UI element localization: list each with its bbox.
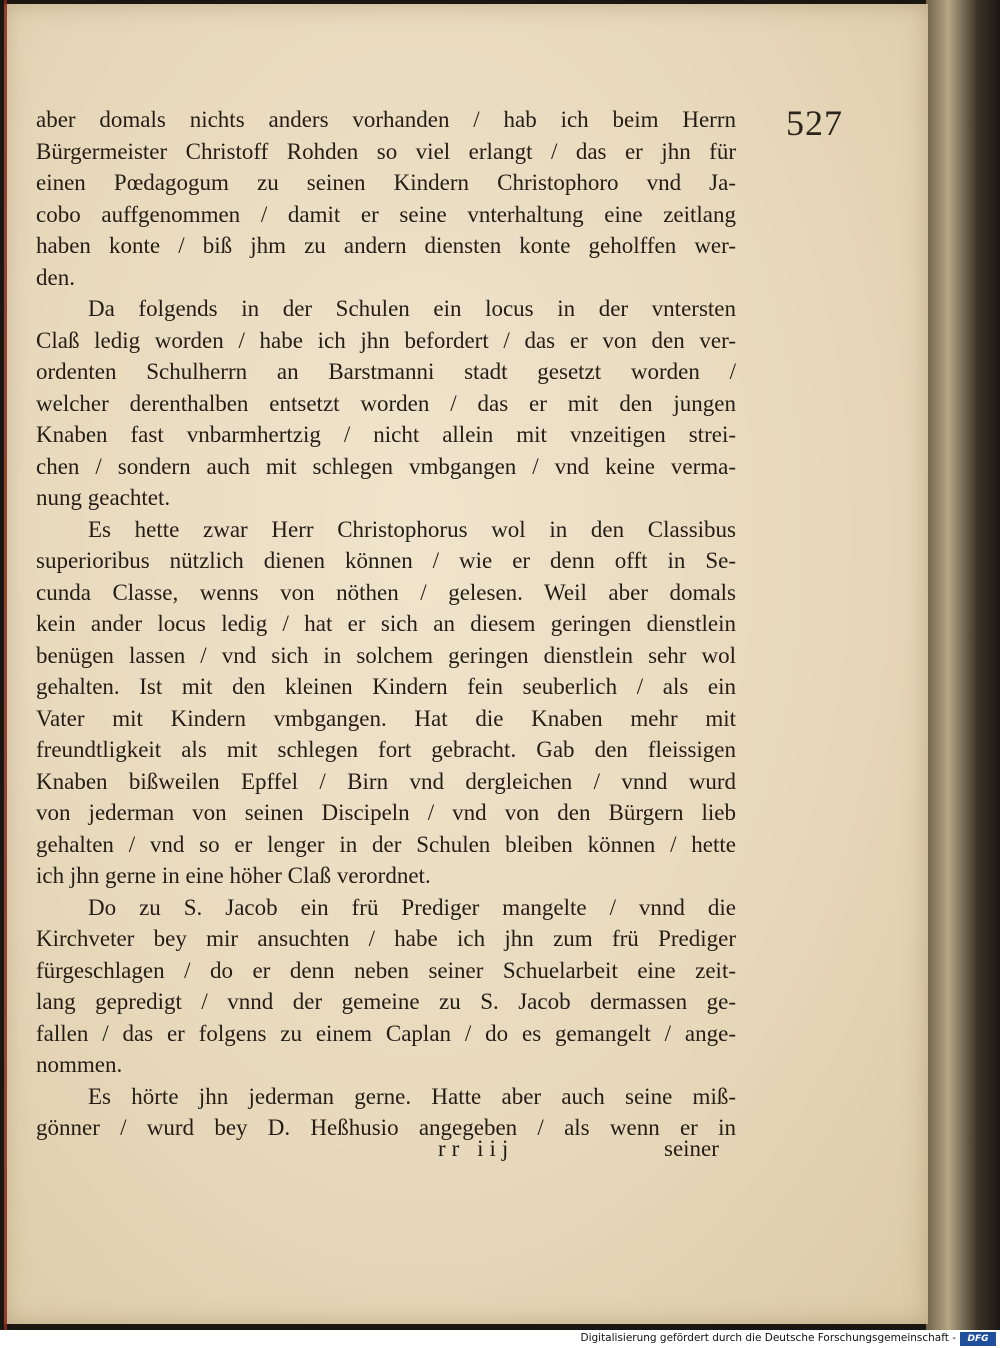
paragraph-start-line: Es hörte jhn jederman gerne. Hatte aber auch seine miß- [88, 1083, 736, 1109]
paragraph-start-line: Da folgends in der Schulen ein locus in der vntersten [88, 296, 736, 321]
text-line: benügen lassen / vnd sich in solchem geringen dienstlein sehr wol [36, 642, 736, 668]
text-line: aber domals nichts anders vorhanden / hab ich beim Herrn [36, 107, 736, 132]
text-line: Claß ledig worden / habe ich jhn befordert / das er von den ver- [36, 327, 736, 353]
paragraph-start-line: Do zu S. Jacob ein frü Prediger mangelte / vnnd die [88, 894, 736, 920]
text-line: gehalten / vnd so er lenger in der Schulen bleiben können / hette [36, 831, 736, 857]
footer-bar [0, 1330, 1000, 1348]
text-line: gehalten. Ist mit den kleinen Kindern fein seuberlich / als ein [36, 674, 736, 699]
text-line: gönner / wurd bey D. Heßhusio angegeben / als wenn er in [36, 1115, 736, 1140]
text-line: kein ander locus ledig / hat er sich an diesem geringen dienstlein [36, 611, 736, 636]
text-line: einen Pœdagogum zu seinen Kindern Christophoro vnd Ja- [36, 170, 736, 195]
text-line: ordenten Schulherrn an Barstmanni stadt gesetzt worden / [36, 359, 736, 384]
text-line: Vater mit Kindern vmbgangen. Hat die Knaben mehr mit [36, 705, 736, 731]
paragraph-start-line: Es hette zwar Herr Christophorus wol in den Classibus [88, 516, 736, 542]
text-line: lang gepredigt / vnnd der gemeine zu S. Jacob dermassen ge- [36, 989, 736, 1014]
text-line: freundtligkeit als mit schlegen fort gebracht. Gab den fleissigen [36, 737, 736, 762]
text-line: chen / sondern auch mit schlegen vmbgangen / vnd keine verma- [36, 453, 736, 479]
dfg-logo: DFG [960, 1332, 996, 1346]
text-line: superioribus nützlich dienen können / wie er denn offt in Se- [36, 548, 736, 573]
text-line: welcher derenthalben entsetzt worden / das er mit den jungen [36, 390, 736, 416]
text-line: cobo auffgenommen / damit er seine vnterhaltung eine zeitlang [36, 201, 736, 227]
signature-mark: rr iij [438, 1136, 515, 1161]
text-line: Knaben bißweilen Epffel / Birn vnd dergleichen / vnnd wurd [36, 768, 736, 794]
text-line: Kirchveter bey mir ansuchten / habe ich jhn zum frü Prediger [36, 926, 736, 951]
page-number: 527 [786, 103, 843, 143]
book-page-edge [926, 0, 1000, 1330]
text-line: nommen. [36, 1052, 123, 1077]
body-text [36, 104, 736, 1144]
text-line: fallen / das er folgens zu einem Caplan / do es gemangelt / ange- [36, 1020, 736, 1046]
text-line: Bürgermeister Christoff Rohden so viel erlangt / das er jhn für [36, 138, 736, 164]
binding-edge [4, 0, 7, 1330]
text-line: ich jhn gerne in eine höher Claß verordnet. [36, 863, 431, 888]
funding-credit: Digitalisierung gefördert durch die Deutsche Forschungsgemeinschaft - [580, 1332, 956, 1344]
text-line: von jederman von seinen Discipeln / vnd von den Bürgern lieb [36, 800, 736, 825]
text-line: cunda Classe, wenns von nöthen / gelesen. Weil aber domals [36, 579, 736, 605]
text-line: Knaben fast vnbarmhertzig / nicht allein mit vnzeitigen strei- [36, 422, 736, 447]
catchword: seiner [664, 1136, 719, 1161]
text-line: haben konte / biß jhm zu andern diensten konte geholffen wer- [36, 233, 736, 258]
text-line: nung geachtet. [36, 485, 171, 510]
text-line: fürgeschlagen / do er denn neben seiner Schuelarbeit eine zeit- [36, 957, 736, 983]
text-line: den. [36, 264, 75, 290]
